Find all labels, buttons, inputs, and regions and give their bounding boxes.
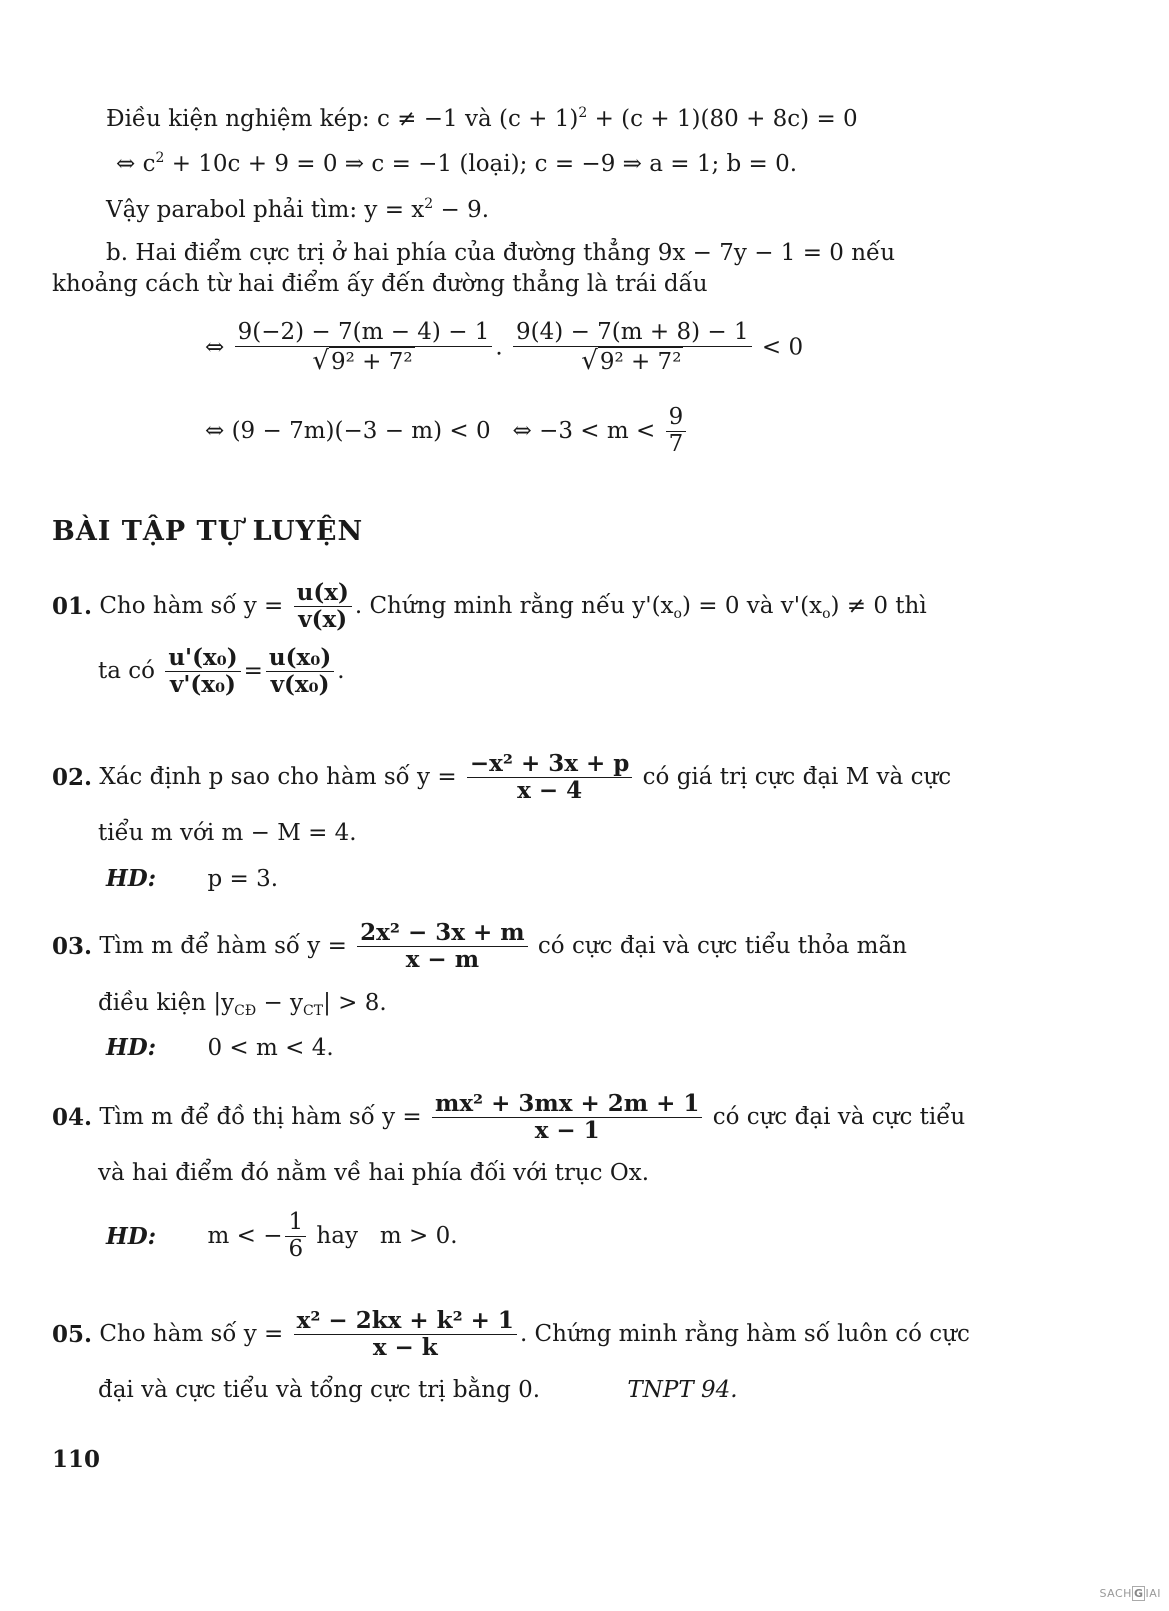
solution-line-3: Vậy parabol phải tìm: $y = x^2 - 9$. [106, 196, 490, 223]
exercise-number: 05. [52, 1320, 93, 1348]
exercise-number: 01. [52, 592, 93, 620]
page-number: 110 [52, 1446, 101, 1473]
exercise-02: 02. Xác định p sao cho hàm số y = $\frac{\text{−x² + 3x + p}}{x - 4}$ có giá trị cực đại M và cực [52, 750, 952, 804]
distance-product-equation: ⇔ $\frac{9(-2) - 7(m - 4) - 1}{\text{√9² + 7²}}$ . $\frac{9(4) - 7(m + 8) - 1}{\text{√9² + 7²}}$ < 0 [205, 319, 804, 376]
interval-equation: ⇔ (9 − 7m)(−3 − m) < 0 ⇔ −3 < m < $\frac{9}{7}$ [205, 405, 689, 458]
section-title: BÀI TẬP TỰ LUYỆN [52, 516, 364, 547]
source-reference: TNPT 94. [627, 1377, 738, 1403]
exercise-01: 01. Cho hàm số y = $\frac{u(x)}{v(x)}$ . Chứng minh rằng nếu $y'(x_o) = 0$ và $v'(x_o) \ne 0$ thì [52, 579, 927, 633]
exercise-05-line-2: đại và cực tiểu và tổng cực trị bằng 0. TNPT 94. [98, 1377, 738, 1403]
part-b-line-1: b. Hai điểm cực trị ở hai phía của đường thẳng 9x − 7y − 1 = 0 nếu [106, 240, 896, 266]
distance-fraction-2: $\frac{9(4) - 7(m + 8) - 1}{\text{√9² + 7²}}$ [513, 320, 752, 376]
exercise-number: 02. [52, 763, 93, 791]
exercise-04-line-2: và hai điểm đó nằm về hai phía đối với trục Ox. [98, 1160, 650, 1186]
exercise-number: 03. [52, 932, 93, 960]
solution-line-2: ⇔ $c^2 + 10c + 9 = 0$ ⇒ c = −1 (loại); c = −9 ⇒ a = 1; b = 0. [116, 150, 798, 177]
exercise-04-hint: HD: m < − $\frac{1}{6}$ hay m > 0. [106, 1209, 458, 1262]
solution-line-1: Điều kiện nghiệm kép: c ≠ −1 và $(c + 1)^2 + (c + 1)(80 + 8c) = 0$ [106, 105, 858, 132]
hint-label: HD: [106, 1222, 157, 1250]
exercise-01-line-2: ta có $\frac{\text{u'(x₀)}}{\text{v'(x₀)}}$ = $\frac{\text{u(x₀)}}{\text{v(x₀)}}$ . [98, 644, 345, 698]
exercise-03-line-2: điều kiện $|y_{CĐ} - y_{CT}| > 8$. [98, 990, 387, 1019]
exercise-number: 04. [52, 1103, 93, 1131]
exercise-04: 04. Tìm m để đồ thị hàm số y = $\frac{\text{mx² + 3mx + 2m + 1}}{x - 1}$ có cực đại và cực tiểu [52, 1090, 966, 1144]
part-b-line-2: khoảng cách từ hai điểm ấy đến đường thẳng là trái dấu [52, 271, 708, 297]
exercise-03-hint: HD: 0 < m < 4. [106, 1034, 334, 1061]
hint-label: HD: [106, 1034, 157, 1061]
distance-fraction-1: $\frac{9(-2) - 7(m - 4) - 1}{\text{√9² + 7²}}$ [235, 320, 493, 376]
exercise-05: 05. Cho hàm số y = $\frac{\text{x² − 2kx + k² + 1}}{x - k}$ . Chứng minh rằng hàm số luôn có cực [52, 1307, 970, 1361]
hint-label: HD: [106, 865, 157, 892]
exercise-03: 03. Tìm m để hàm số y = $\frac{\text{2x² − 3x + m}}{x - m}$ có cực đại và cực tiểu thỏa mãn [52, 919, 907, 973]
watermark-logo: SACH G IAI [1099, 1587, 1161, 1600]
exercise-02-line-2: tiểu m với m − M = 4. [98, 820, 357, 846]
exercise-02-hint: HD: p = 3. [106, 865, 279, 892]
